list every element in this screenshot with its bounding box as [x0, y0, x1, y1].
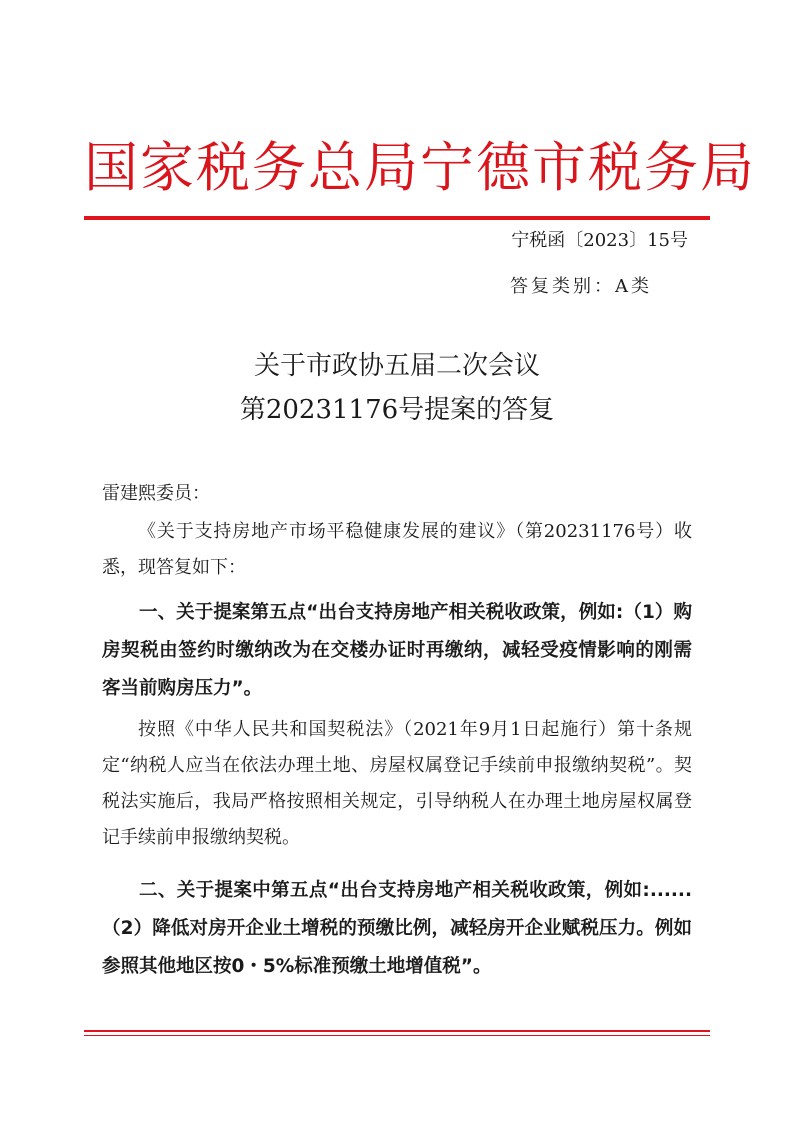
reply-category: 答复类别：A类 — [510, 276, 652, 297]
document-title — [84, 344, 710, 432]
red-footer-rule-thin — [84, 1035, 710, 1036]
title-line-2: 第20231176号提案的答复 — [239, 395, 555, 425]
red-header-rule — [84, 216, 710, 220]
body-paragraph-1: 《关于支持房地产市场平稳健康发展的建议》（第20231176号）收悉，现答复如下： — [102, 521, 692, 578]
title-line-1: 关于市政协五届二次会议 — [253, 351, 540, 381]
agency-masthead: 国家税务总局宁德市税务局 — [84, 136, 756, 199]
body-paragraph-2: 一、关于提案第五点“出台支持房地产相关税收政策，例如:（1）购房契税由签约时缴纳改为在交楼办证时再缴纳，减轻受疫情影响的刚需客当前购房压力”。 — [102, 602, 692, 699]
salutation: 雷建熙委员： — [102, 483, 210, 504]
red-footer-rule — [84, 1030, 710, 1032]
document-number: 宁税函〔2023〕15号 — [511, 230, 688, 251]
body-paragraph-4: 二、关于提案中第五点“出台支持房地产相关税收政策，例如:......（2）降低对房开企业土增税的预缴比例，减轻房开企业赋税压力。例如参照其他地区按0・5%标准预缴土地增值税”。 — [102, 880, 692, 977]
body-paragraph-3: 按照《中华人民共和国契税法》（2021年9月1日起施行）第十条规定“纳税人应当在依法办理土地、房屋权属登记手续前申报缴纳契税”。契税法实施后，我局严格按照相关规定，引导纳税人在办理土地房屋权属登记手续前申报缴纳契税。 — [102, 719, 692, 848]
